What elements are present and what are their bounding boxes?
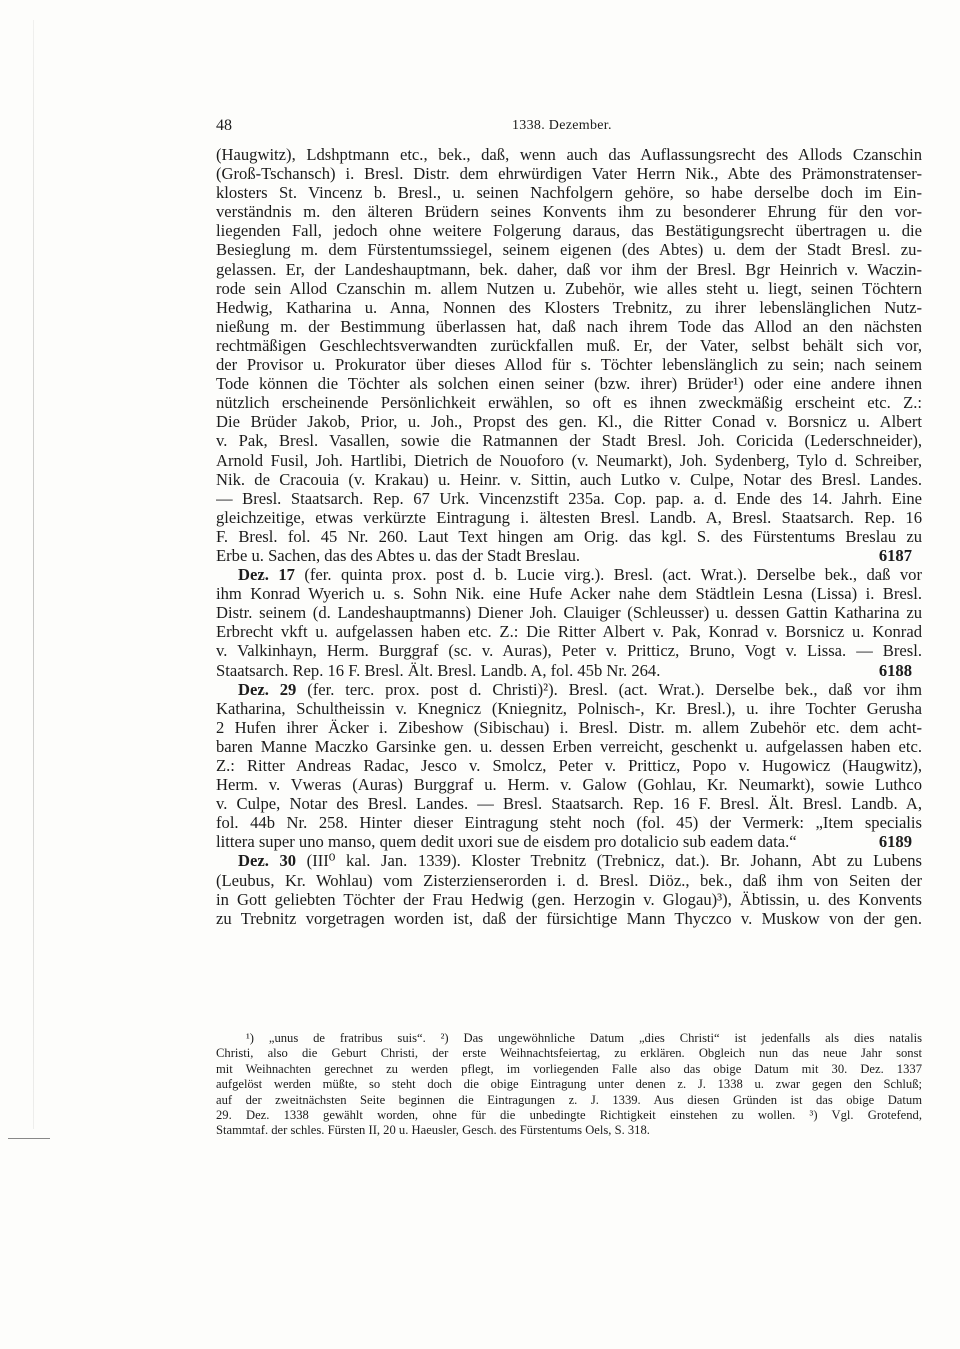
text-line: Nik. de Cracouia (v. Krakau) u. Heinr. v. Sittin, auch Lutko v. Culpe, Notar des Bresl. Landes. <box>216 469 922 489</box>
register-number: 6188 <box>878 660 912 680</box>
text-line: Hedwig, Katharina u. Anna, Nonnen des Klosters Trebnitz, zu ihrer lebenslänglichen Nutz- <box>216 297 922 317</box>
footnotes <box>216 1031 922 1139</box>
text-line: Erbrecht vkft u. aufgelassen haben etc. Z.: Die Ritter Albert v. Pak, Konrad v. Borsnicz u. Konrad <box>216 622 922 642</box>
text-line: ihm Konrad Wyerich u. s. Sohn Nik. eine Hufe Acker nahe dem Städtlein Lesna (Lissa) i. Bresl. <box>216 584 922 604</box>
text-line: zu Trebnitz vorgetragen worden ist, daß der fürsichtige Mann Thyczco v. Muskow von der gen. <box>216 908 922 928</box>
footnote-line: auf der zweitnächsten Seite beginnen die Eintragungen z. J. 1339. Aus diesen Gründen ist das obige Datum <box>216 1092 922 1107</box>
entry-date: Dez. 17 <box>238 565 295 585</box>
text-line: gleichzeitige, etwas verkürzte Eintragung i. ältesten Bresl. Landb. A, Bresl. Staatsarch. Rep. 16 <box>216 507 922 527</box>
footnote-line: Stammtaf. der schles. Fürsten II, 20 u. Haeusler, Gesch. des Fürstentums Oels, S. 318. <box>216 1123 650 1138</box>
entry-6188-closing-text: Staatsarch. Rep. 16 F. Bresl. Ält. Bresl. Landb. A, fol. 45b Nr. 264. <box>216 660 661 680</box>
entry-text: (fer. quinta prox. post d. b. Lucie virg.). Bresl. (act. Wrat.). Derselbe bek., daß vor <box>304 565 922 585</box>
text-line: v. Valkinhayn, Herm. Burggraf (sc. v. Auras), Peter v. Pritticz, Bruno, Vogt v. Lissa. — Bresl. <box>216 641 922 661</box>
entry-6189-closing-text: littera super uno manso, quem dedit uxori sue de eisdem pro dotalicio sub eadem data.“ <box>216 832 797 852</box>
text-line: v. Pak, Bresl. Vasallen, sowie die Ratmannen der Stadt Bresl. Joh. Coricida (Lederschneider), <box>216 431 922 451</box>
text-line: baren Manne Maczko Garsinke gen. u. dessen Erben verreicht, geschenkt u. aufgelassen haben etc. <box>216 736 922 756</box>
entry-text: (fer. terc. prox. post d. Christi)²). Bresl. (act. Wrat.). Derselbe bek., daß vor ihm <box>307 679 922 699</box>
page-header <box>216 117 921 139</box>
text-line: Arnold Fusil, Joh. Hartlibi, Dietrich de Nouoforo (v. Neumarkt), Joh. Sydenberg, Tylo d. Schreiber, <box>216 450 922 470</box>
page-number: 48 <box>216 117 232 134</box>
entry-6187-closing-text: Erbe u. Sachen, das des Abtes u. das der Stadt Breslau. <box>216 545 581 565</box>
register-number: 6189 <box>878 832 912 852</box>
entry-date: Dez. 29 <box>238 679 297 699</box>
entry-end-line <box>216 661 922 680</box>
entry-end-line <box>216 546 922 565</box>
footnote-line: Christi, also die Geburt Christi, der erste Weihnachtsfeiertag, zu erklären. Obgleich nun das neue Jahr sonst <box>216 1046 922 1061</box>
text-line: Die Brüder Jakob, Prior, u. Joh., Propst des gen. Kl., die Ritter Conad v. Borsnicz u. Albert <box>216 412 922 432</box>
text-line: gelassen. Er, der Landeshauptmann, bek. daher, daß vor ihm der Bresl. Bgr Heinrich v. Waczin- <box>216 259 922 279</box>
entry-6190-first-line <box>216 851 922 870</box>
running-head: 1338. Dezember. <box>512 118 612 133</box>
footnote-line: ¹) „unus de fratribus suis“. ²) Das ungewöhnliche Datum „dies Christi“ ist jedenfalls als dies natalis <box>246 1031 922 1045</box>
text-line: (Leubus, Kr. Wohlau) vom Zisterzienserorden i. d. Bresl. Diöz., bek., daß ihm von Seiten der <box>216 870 922 890</box>
text-line: klosters St. Vincenz b. Bresl., u. seinen Nachfolgern gehöre, so habe derselbe doch im Ein- <box>216 183 922 203</box>
text-line: v. Culpe, Notar des Bresl. Landes. — Bresl. Staatsarch. Rep. 16 F. Bresl. Ält. Bresl. Landb. A, <box>216 794 922 814</box>
text-line: F. Bresl. fol. 45 Nr. 260. Laut Text hingen am Orig. das kgl. S. des Fürstentums Breslau zu <box>216 526 922 546</box>
text-line: der Provisor u. Prokurator über dieses Allod für s. Töchter lebenslänglich zu sein; nach seinem <box>216 355 922 375</box>
entry-6188-first-line <box>216 565 922 584</box>
text-line: Herm. v. Vweras (Auras) Burggraf u. Herm. v. Galow (Gohlau, Kr. Neumarkt), sowie Luthco <box>216 775 922 795</box>
main-text <box>216 145 922 928</box>
text-line: Besieglung m. dem Fürstentumssiegel, seinem eigenen (des Abtes) u. dem der Stadt Bresl. zu- <box>216 240 922 260</box>
text-line: (Groß-Tschansch) i. Bresl. Distr. dem ehrwürdigen Vater Herrn Nik., Abte des Prämonstratenser- <box>216 164 922 184</box>
text-line: Katharina, Schultheissin v. Knegnicz (Kniegnitz, Polnisch-, Kr. Bresl.), u. ihre Tochter Gerusha <box>216 698 922 718</box>
text-line: rode sein Allod Czanschin m. allem Nutzen u. Zubehör, wie alles steht u. liegt, seinen Töchtern <box>216 278 922 298</box>
text-line: in Gott geliebten Töchter der Frau Hedwig (gen. Herzogin v. Glogau)³), Äbtissin, u. des Konvents <box>216 889 922 909</box>
text-line: verständnis m. den älteren Brüdern seines Konvents ihm zu besonderer Ehrung für den vor- <box>216 202 922 222</box>
text-line: nützlich erscheinende Persönlichkeit erwählen, so oft es ihnen zweckmäßig erscheint etc. Z.: <box>216 393 922 413</box>
text-line: rechtmäßigen Geschlechtsverwandten zurückfallen muß. Er, der Vater, selbst behält sich vor, <box>216 335 922 355</box>
scan-edge-shadow <box>33 20 34 1129</box>
text-line: liegenden Fall, jedoch ohne weitere Folgerung daraus, das Bestätigungsrecht übertragen u. die <box>216 221 922 241</box>
text-line: Tode können die Töchter als solchen einen seiner (bzw. ihrer) Brüder¹) oder eine andere ihnen <box>216 374 922 394</box>
scan-edge-mark <box>8 1138 50 1139</box>
footnote-line: aufgelöst werden müßte, so steht doch die obige Eintragung unter denen z. J. 1338 u. zwar gegen den Schluß; <box>216 1077 922 1092</box>
entry-date: Dez. 30 <box>238 851 297 871</box>
entry-text: (III⁰ kal. Jan. 1339). Kloster Trebnitz (Trebnicz, dat.). Br. Johann, Abt zu Lubens <box>306 851 922 871</box>
text-line: Distr. seinem (d. Landeshauptmanns) Diener Joh. Clauiger (Schleusser) u. dessen Gattin Katharina zu <box>216 603 922 623</box>
text-line: 2 Hufen ihrer Äcker i. Zibeshow (Sibischau) i. Bresl. Distr. m. allem Zubehör etc. dem acht- <box>216 717 922 737</box>
text-line: — Bresl. Staatsarch. Rep. 67 Urk. Vincenzstift 235a. Cop. pap. a. d. Ende des 14. Jahrh. Eine <box>216 488 922 508</box>
text-line: Z.: Ritter Andreas Radac, Jesco v. Smolcz, Peter v. Pritticz, Popo v. Hugowicz (Haugwitz), <box>216 756 922 775</box>
entry-6189-first-line <box>216 680 922 699</box>
text-line: nießung m. der Bestimmung überlassen hat, daß nach ihrem Tode das Allod an den nächsten <box>216 316 922 336</box>
footnote-line: 29. Dez. 1338 gewählt worden, ohne für die unbedingte Richtigkeit einstehen zu wollen. ³) Vgl. Grotefend, <box>216 1107 922 1122</box>
register-number: 6187 <box>878 545 912 565</box>
entry-end-line <box>216 832 922 851</box>
footnote-line: mit Weihnachten gerechnet zu werden pflegt, im vorliegenden Falle also das obige Datum mit 30. Dez. 1337 <box>216 1061 922 1076</box>
text-line: fol. 44b Nr. 258. Hinter dieser Eintragung steht noch (fol. 45) der Vermerk: „Item specialis <box>216 813 922 833</box>
text-line: (Haugwitz), Ldshptmann etc., bek., daß, wenn auch das Auflassungsrecht des Allods Czanschin <box>216 145 922 164</box>
